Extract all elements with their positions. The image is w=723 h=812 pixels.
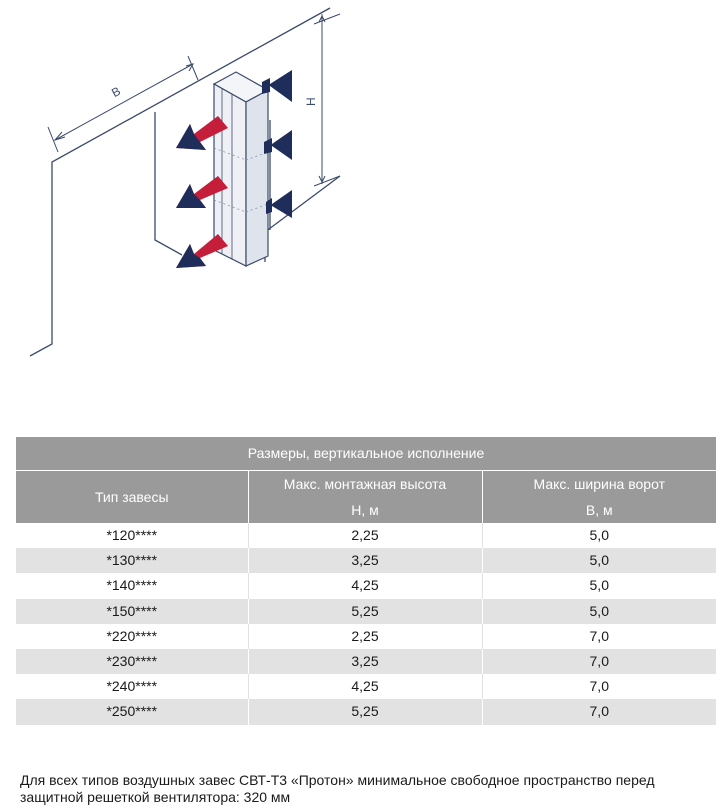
cell-type: *150**** bbox=[16, 599, 248, 624]
col-header-width-label: Макс. ширина ворот bbox=[533, 476, 665, 492]
table-row bbox=[16, 699, 716, 724]
col-header-height-label: Макс. монтажная высота bbox=[283, 476, 447, 492]
cell-height: 2,25 bbox=[248, 523, 482, 548]
col-header-type: Тип завесы bbox=[16, 471, 248, 524]
cell-type: *240**** bbox=[16, 674, 248, 699]
cell-type: *220**** bbox=[16, 624, 248, 649]
cell-width: 5,0 bbox=[482, 573, 716, 598]
table-row bbox=[16, 573, 716, 598]
col-header-height bbox=[248, 471, 482, 524]
table-row bbox=[16, 624, 716, 649]
cell-width: 5,0 bbox=[482, 599, 716, 624]
cell-width: 5,0 bbox=[482, 523, 716, 548]
cell-height: 4,25 bbox=[248, 573, 482, 598]
dimensions-table bbox=[16, 437, 716, 725]
cell-width: 5,0 bbox=[482, 548, 716, 573]
cell-width: 7,0 bbox=[482, 674, 716, 699]
col-header-height-unit: H, м bbox=[351, 502, 379, 518]
cell-height: 5,25 bbox=[248, 699, 482, 724]
table-row bbox=[16, 674, 716, 699]
cell-type: *230**** bbox=[16, 649, 248, 674]
width-dimension bbox=[48, 56, 198, 152]
table-row bbox=[16, 548, 716, 573]
col-header-width bbox=[482, 471, 716, 524]
table-title: Размеры, вертикальное исполнение bbox=[16, 437, 716, 471]
cell-type: *140**** bbox=[16, 573, 248, 598]
table-row bbox=[16, 649, 716, 674]
cell-type: *120**** bbox=[16, 523, 248, 548]
cell-width: 7,0 bbox=[482, 649, 716, 674]
cell-type: *130**** bbox=[16, 548, 248, 573]
cell-height: 4,25 bbox=[248, 674, 482, 699]
cell-width: 7,0 bbox=[482, 699, 716, 724]
cell-height: 3,25 bbox=[248, 649, 482, 674]
air-curtain-unit bbox=[214, 72, 268, 266]
cell-height: 2,25 bbox=[248, 624, 482, 649]
table-row bbox=[16, 523, 716, 548]
cell-height: 5,25 bbox=[248, 599, 482, 624]
footnote-text: Для всех типов воздушных завес СВТ-Т3 «Протон» минимальное свободное пространство перед защитной решеткой вентилятора: 320 мм bbox=[20, 772, 655, 805]
width-label: B bbox=[109, 83, 123, 101]
cell-width: 7,0 bbox=[482, 624, 716, 649]
door-outline bbox=[30, 8, 340, 356]
table-row bbox=[16, 599, 716, 624]
cell-type: *250**** bbox=[16, 699, 248, 724]
height-label: H bbox=[304, 97, 318, 106]
col-header-width-unit: B, м bbox=[585, 502, 613, 518]
cell-height: 3,25 bbox=[248, 548, 482, 573]
